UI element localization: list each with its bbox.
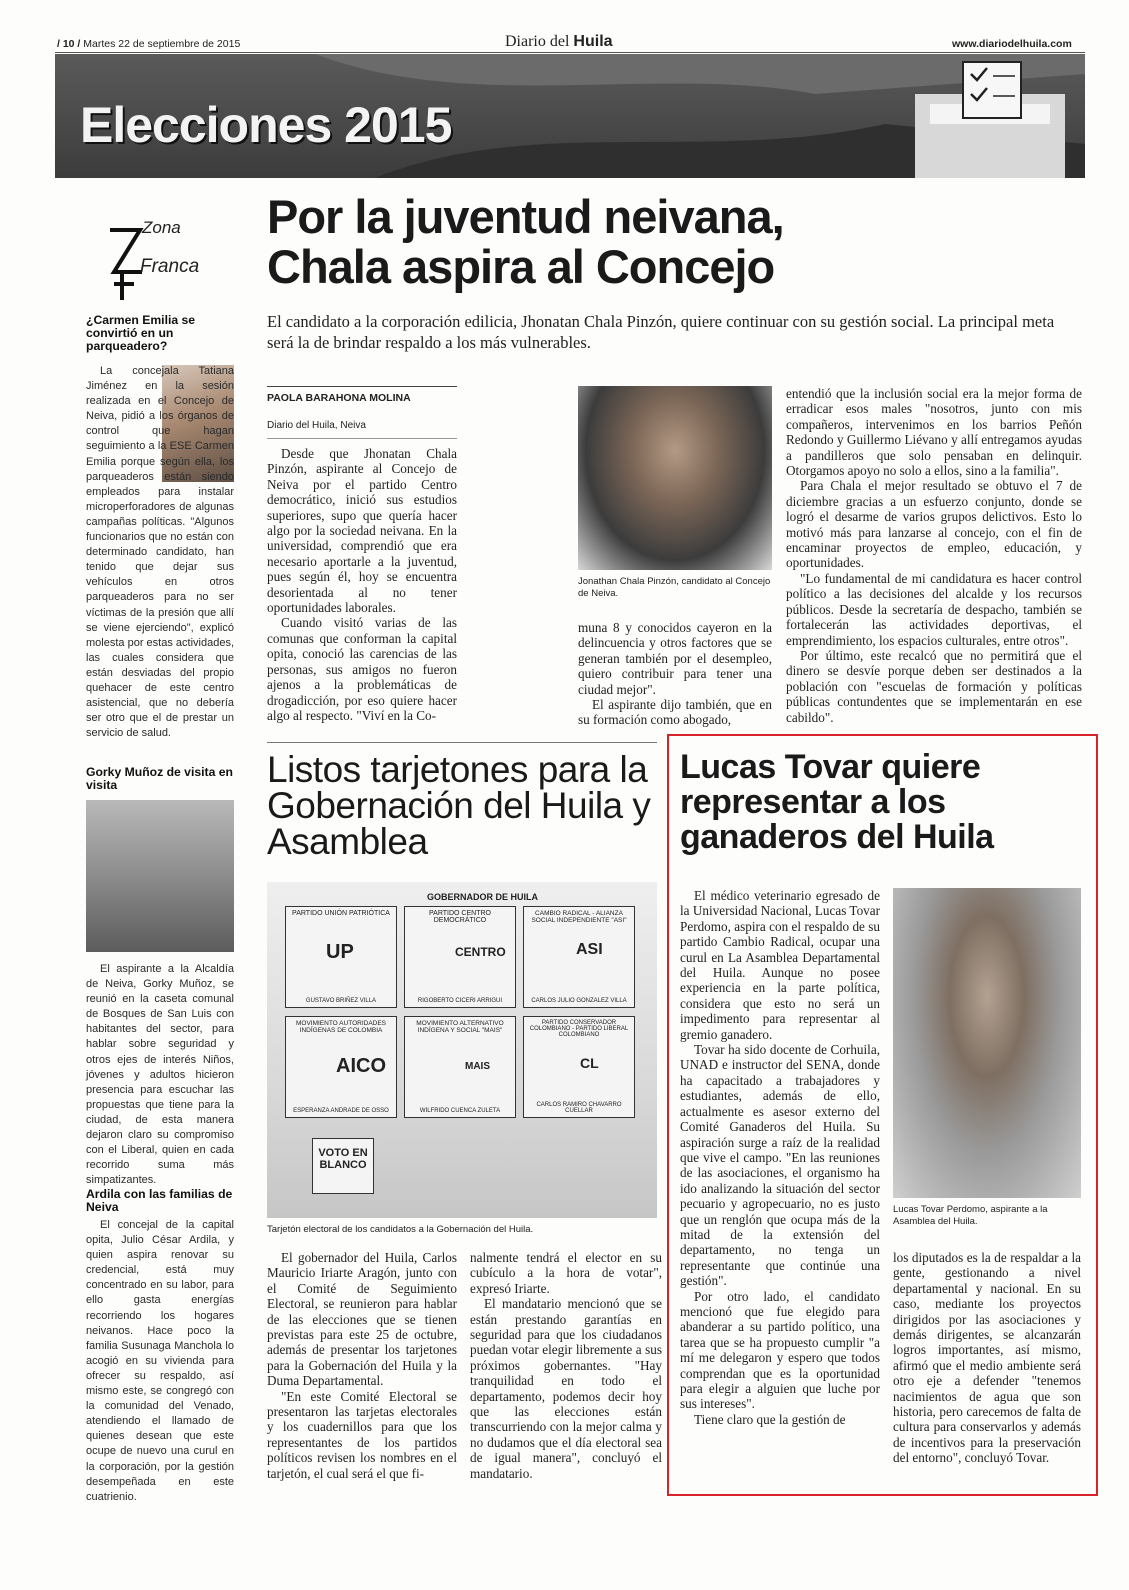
tarjetones-col-1: El gobernador del Huila, Carlos Mauricio Iriarte Aragón, junto con el Comité de Seguimiento Electoral, se reunieron para hablar de las elecciones que se tienen previstas para este 25 de octubre, además de presentar los tarjetones para la Gobernación del Huila y la Duma Departamental. "En este Comité Electoral se presentaron las tarjetas electorales y los cuadernillos para que los representantes de los partidos políticos revisen los nombres en el tarjetón, el cual será el que fi- (267, 1250, 457, 1481)
ballot-photo (267, 882, 657, 1218)
sidebar-text-carmen: La concejala Tatiana Jiménez en la sesión realizada en el Concejo de Neiva, pidió a los órganos de control que hagan seguimiento a la ESE Carmen Emilia porque según ella, los parqueaderos están siendo empleados para instalar microperforadores de algunas campañas políticas. "Algunos funcionarios que no están con determinado candidato, han tenido que dejar sus vehículos en otros parqueaderos para no ser víctimas de la presión que allí se viene ejerciendo", explicó molesta por estas actividades, las cuales considera que están desviadas del propio quehacer de este centro asistencial, que no debería ser otro que el de prestar un servicio de salud. (86, 365, 234, 740)
section-title: Elecciones 2015 (80, 97, 452, 153)
tovar-col-2: los diputados es la de respaldar a la gente, gestionando a nivel departamental y nacional. En su caso, mediante los proyectos dirigidos por las asociaciones y demás dirigentes, se alcanzarán logros importantes, así mismo, afirmó que el medio ambiente será otro eje a defender "tenemos nacimientos de agua que son historia, pero carecemos de falta de cultura para conservarlos y además de incentivos para la preservación del entorno", concluyó Tovar. (893, 1250, 1081, 1466)
byline-rule (267, 386, 457, 387)
ballot-box-icon (963, 62, 1021, 118)
ballot-option-cl: PARTIDO CONSERVADOR COLOMBIANO - PARTIDO LIBERAL COLOMBIANO CL CARLOS RAMIRO CHAVARRO CUELLAR (523, 1016, 635, 1118)
issue-date: Martes 22 de septiembre de 2015 (83, 38, 241, 50)
main-col-2: muna 8 y conocidos cayeron en la delincuencia y otros factores que se generan también por el desempleo, quiero contribuir para tener una ciudad mejor". El aspirante dijo también, que en su formación como abogado, (578, 620, 772, 728)
dateline: Diario del Huila, Neiva (267, 420, 366, 431)
header-rule (55, 52, 1085, 53)
section-divider (267, 742, 657, 743)
tarjetones-col-2: nalmente tendrá el elector en su cubículo a la hora de votar", expresó Iriarte. El mandatario mencionó que se están prestando garantías en seguridad para que los ciudadanos puedan votar elegir libremente a sus próximos gobernantes. "Hay tranquilidad en todo el departamento, podemos decir hoy que las elecciones están transcurriendo con la mejor calma y no dudamos que el día electoral sea de igual manera", concluyó el mandatario. (470, 1250, 662, 1481)
chala-photo (578, 386, 772, 570)
tarjetones-headline: Listos tarjetones para la Gobernación del Huila y Asamblea (267, 749, 651, 862)
main-col-3: entendió que la inclusión social era la mejor forma de erradicar esos males "nosotros, junto con mis compañeros, intervenimos en los barrios Peñón Redondo y Guillermo Liévano y allí entregamos ayudas a pandilleros que solo pensaban en delinquir. Otorgamos apoyo no solo a ellos, sino a la familia". Para Chala el mejor resultado se obtuvo el 7 de diciembre gracias a un esfuerzo conjunto, donde se logró el desarme de varios grupos delictivos. Esto lo motivó más para lanzarse al concejo, con el fin de encaminar proyectos de empleo, educación, y oportunidades. "Lo fundamental de mi candidatura es hacer control político a las decisiones del alcalde y los recursos públicos. Desde la secretaría de despacho, también se fortalecerán las actividades deportivas, el emprendimiento, los espacios culturales, entre otros". Por último, este recalcó que no permitirá que el dinero se desvíe porque deben ser destinados a la población con "escuelas de formación y políticas públicas contundentes que se implementarán en ese cabildo". (786, 386, 1082, 725)
tovar-col-1: El médico veterinario egresado de la Universidad Nacional, Lucas Tovar Perdomo, aspira con el respaldo de su partido Cambio Radical, ocupar una curul en La Asamblea Departamental del Huila. Aunque no posee experiencia en la parte política, considera que esto no será un impedimento para representar al gremio ganadero. Tovar ha sido docente de Corhuila, UNAD e instructor del SENA, donde ha capacitado a trabajadores y estudiantes, además de ello, actualmente es asesor externo del Comité Ganaderos del Huila. Su aspiración surge a raíz de la realidad que vive el campo. "En las reuniones de las asociaciones, el organismo ha ido analizando la situación del sector pecuario y agropecuario, no es justo que un renglón que ocupa más de la mitad de la extensión del departamento, no tenga un representante que continúe una gestión". Por otro lado, el candidato mencionó que fue elegido para abanderar a su partido político, una tarea que se ha propuesto cumplir "a mí me delegaron y espero que todos comprendan que es la oportunidad para elegir a alguien que luche por sus intereses". Tiene claro que la gestión de (680, 888, 880, 1427)
ballot-option-centro: PARTIDO CENTRO DEMOCRÁTICO CENTRO RIGOBERTO CICERI ARRIGUI (404, 906, 516, 1008)
site-url: www.diariodelhuila.com (952, 38, 1072, 50)
ballot-header: GOBERNADOR DE HUILA (427, 892, 539, 902)
sidebar-title-carmen: ¿Carmen Emilia se convirtió en un parqueadero? (86, 313, 196, 353)
byline: PAOLA BARAHONA MOLINA (267, 392, 411, 404)
tovar-photo (893, 888, 1081, 1198)
sidebar-title-ardila: Ardila con las familias de Neiva (86, 1187, 233, 1214)
ballot-option-aico: MOVIMIENTO AUTORIDADES INDÍGENAS DE COLOMBIA AICO ESPERANZA ANDRADE DE OSSO (285, 1016, 397, 1118)
page-number: / 10 / Martes 22 de septiembre de 2015 (57, 38, 241, 50)
tovar-headline: Lucas Tovar quiere representar a los ganaderos del Huila (680, 748, 994, 856)
sidebar-title-gorky: Gorky Muñoz de visita en visita (86, 765, 233, 792)
ballot-grid (285, 906, 635, 1122)
main-lead: El candidato a la corporación edilicia, Jhonatan Chala Pinzón, quiere continuar con su gestión social. La principal meta será la de brindar respaldo a los más vulnerables. (267, 312, 1055, 352)
masthead: Diario del Huila (505, 33, 613, 50)
sidebar-text-ardila: El concejal de la capital opita, Julio César Ardila, y quien aspira renovar su credencial, está muy concentrado en su labor, para ello gasta energías recorriendo los hogares neivanos. Hace poco la familia Susunaga Manchola lo acogió en su vivienda para ofrecer su respaldo, así mismo este, se congregó con la comunidad del Venado, atendiendo el llamado de quienes desean que este ocupe de nuevo una curul en la corporación, por la gestión desempeñada en este cuatrienio. (86, 1219, 234, 1503)
blank-vote-box: VOTO EN BLANCO (312, 1138, 374, 1194)
ballot-option-up: PARTIDO UNIÓN PATRIÓTICA UP GUSTAVO BRIÑEZ VILLA (285, 906, 397, 1008)
tovar-caption: Lucas Tovar Perdomo, aspirante a la Asamblea del Huila. (893, 1204, 1048, 1227)
ballot-option-asi: CAMBIO RADICAL - ALIANZA SOCIAL INDEPENDIENTE "ASI" ASI CARLOS JULIO GONZALEZ VILLA (523, 906, 635, 1008)
main-col-1: Desde que Jhonatan Chala Pinzón, aspirante al Concejo de Neiva por el partido Centro democrático, inició sus estudios superiores, supo que quería hacer algo por la sociedad neivana. En la universidad, comprendió que era necesario aportarle a la juventud, pues según él, hoy se encuentra desorientada al no tener oportunidades laborales. Cuando visitó varias de las comunas que conforman la capital opita, conoció las carencias de las personas, sus amigos no fueron ajenos a la problemáticas de drogadicción, por eso quiere hacer algo al respecto. "Viví en la Co- (267, 446, 457, 723)
gorky-visit-photo (86, 800, 234, 952)
chala-caption: Jonathan Chala Pinzón, candidato al Concejo de Neiva. (578, 576, 771, 599)
main-headline: Por la juventud neivana, Chala aspira al Concejo (267, 190, 784, 293)
zona-franca-logo: Zona Franca (100, 212, 215, 302)
sidebar-text-gorky: El aspirante a la Alcaldía de Neiva, Gorky Muñoz, se reunió en la caseta comunal de Bosques de San Luis con habitantes del sector, para hablar sobre seguridad y otros ejes de interés Niños, jóvenes y adultos hicieron presencia para escuchar las propuestas que tiene para la ciudad, de esta manera dejaron claro su compromiso con el Liberal, quien en cada recorrido suma más simpatizantes. (86, 963, 234, 1187)
dateline-rule (267, 438, 457, 439)
ballot-caption: Tarjetón electoral de los candidatos a la Gobernación del Huila. (267, 1224, 534, 1235)
ballot-option-mais: MOVIMIENTO ALTERNATIVO INDÍGENA Y SOCIAL "MAIS" MAIS WILFRIDO CUENCA ZULETA (404, 1016, 516, 1118)
